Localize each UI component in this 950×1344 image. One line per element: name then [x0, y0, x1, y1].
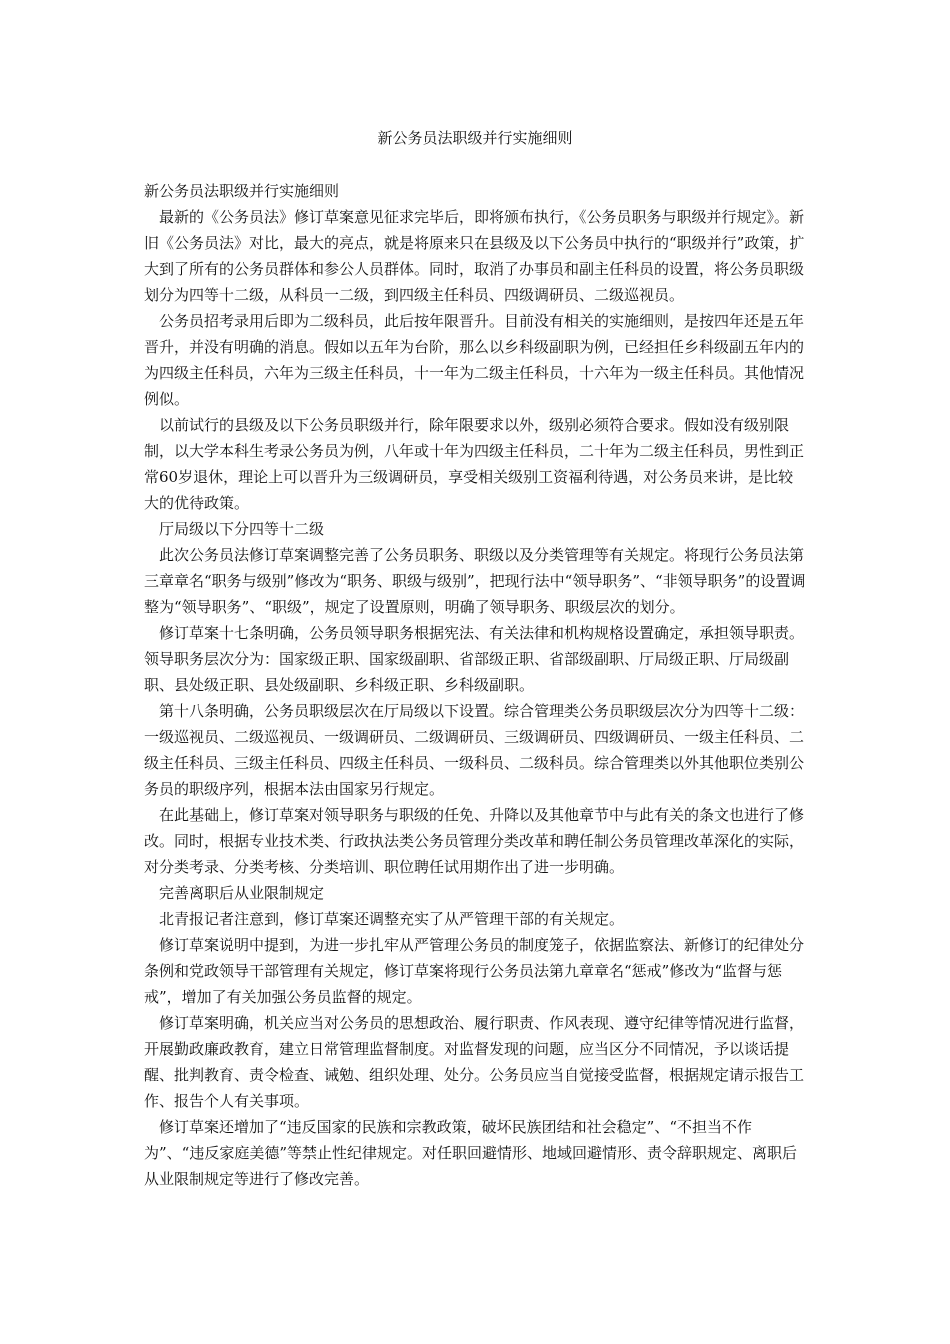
- paragraph: 公务员招考录用后即为二级科员，此后按年限晋升。目前没有相关的实施细则，是按四年还是五年晋升，并没有明确的消息。假如以五年为台阶，那么以乡科级副职为例，已经担任乡科级副五年内的为四级主任科员，六年为三级主任科员，十一年为二级主任科员，十六年为一级主任科员。其他情况例似。: [144, 312, 805, 408]
- paragraph: 修订草案十七条明确，公务员领导职务根据宪法、有关法律和机构规格设置确定，承担领导职责。领导职务层次分为：国家级正职、国家级副职、省部级正职、省部级副职、厅局级正职、厅局级副职、县处级正职、县处级副职、乡科级正职、乡科级副职。: [144, 624, 805, 694]
- paragraph: 此次公务员法修订草案调整完善了公务员职务、职级以及分类管理等有关规定。将现行公务员法第三章章名“职务与级别”修改为“职务、职级与级别”，把现行法中“领导职务”、“非领导职务”的设置调整为“领导职务”、“职级”，规定了设置原则，明确了领导职务、职级层次的划分。: [144, 546, 806, 616]
- paragraph: 最新的《公务员法》修订草案意见征求完毕后，即将颁布执行，《公务员职务与职级并行规定》。新旧《公务员法》对比，最大的亮点，就是将原来只在县级及以下公务员中执行的“职级并行”政策，扩大到了所有的公务员群体和参公人员群体。同时，取消了办事员和副主任科员的设置，将公务员职级划分为四等十二级，从科员一二级，到四级主任科员、四级调研员、二级巡视员。: [144, 208, 805, 304]
- document-body: [144, 178, 808, 1192]
- paragraph: 第十八条明确，公务员职级层次在厅局级以下设置。综合管理类公务员职级层次分为四等十二级：一级巡视员、二级巡视员、一级调研员、二级调研员、三级调研员、四级调研员、一级主任科员、二级主任科员、三级主任科员、四级主任科员、一级科员、二级科员。综合管理类以外其他职位类别公务员的职级序列，根据本法由国家另行规定。: [144, 702, 805, 798]
- paragraph: 在此基础上，修订草案对领导职务与职级的任免、升降以及其他章节中与此有关的条文也进行了修改。同时，根据专业技术类、行政执法类公务员管理分类改革和聘任制公务员管理改革深化的实际，对分类考录、分类考核、分类培训、职位聘任试用期作出了进一步明确。: [144, 806, 805, 876]
- paragraph: 修订草案还增加了“违反国家的民族和宗教政策，破坏民族团结和社会稳定”、“不担当不作为”、“违反家庭美德”等禁止性纪律规定。对任职回避情形、地域回避情形、责令辞职规定、离职后从业限制规定等进行了修改完善。: [144, 1118, 798, 1188]
- paragraph: 修订草案说明中提到，为进一步扎牢从严管理公务员的制度笼子，依据监察法、新修订的纪律处分条例和党政领导干部管理有关规定，修订草案将现行公务员法第九章章名“惩戒”修改为“监督与惩戒”，增加了有关加强公务员监督的规定。: [144, 936, 805, 1006]
- document-subtitle: 新公务员法职级并行实施细则: [144, 182, 340, 200]
- paragraph: 北青报记者注意到，修订草案还调整充实了从严管理干部的有关规定。: [159, 910, 625, 928]
- section-heading: 完善离职后从业限制规定: [159, 884, 325, 902]
- paragraph: 以前试行的县级及以下公务员职级并行，除年限要求以外，级别必须符合要求。假如没有级别限制，以大学本科生考录公务员为例，八年或十年为四级主任科员，二十年为二级主任科员，男性到正常60岁退休，理论上可以晋升为三级调研员，享受相关级别工资福利待遇，对公务员来讲，是比较大的优待政策。: [144, 416, 805, 512]
- document-title: 新公务员法职级并行实施细则: [377, 129, 573, 147]
- paragraph: 修订草案明确，机关应当对公务员的思想政治、履行职责、作风表现、遵守纪律等情况进行监督，开展勤政廉政教育，建立日常管理监督制度。对监督发现的问题，应当区分不同情况，予以谈话提醒、批判教育、责令检查、诫勉、组织处理、处分。公务员应当自觉接受监督，根据规定请示报告工作、报告个人有关事项。: [144, 1014, 805, 1110]
- section-heading: 厅局级以下分四等十二级: [159, 520, 325, 538]
